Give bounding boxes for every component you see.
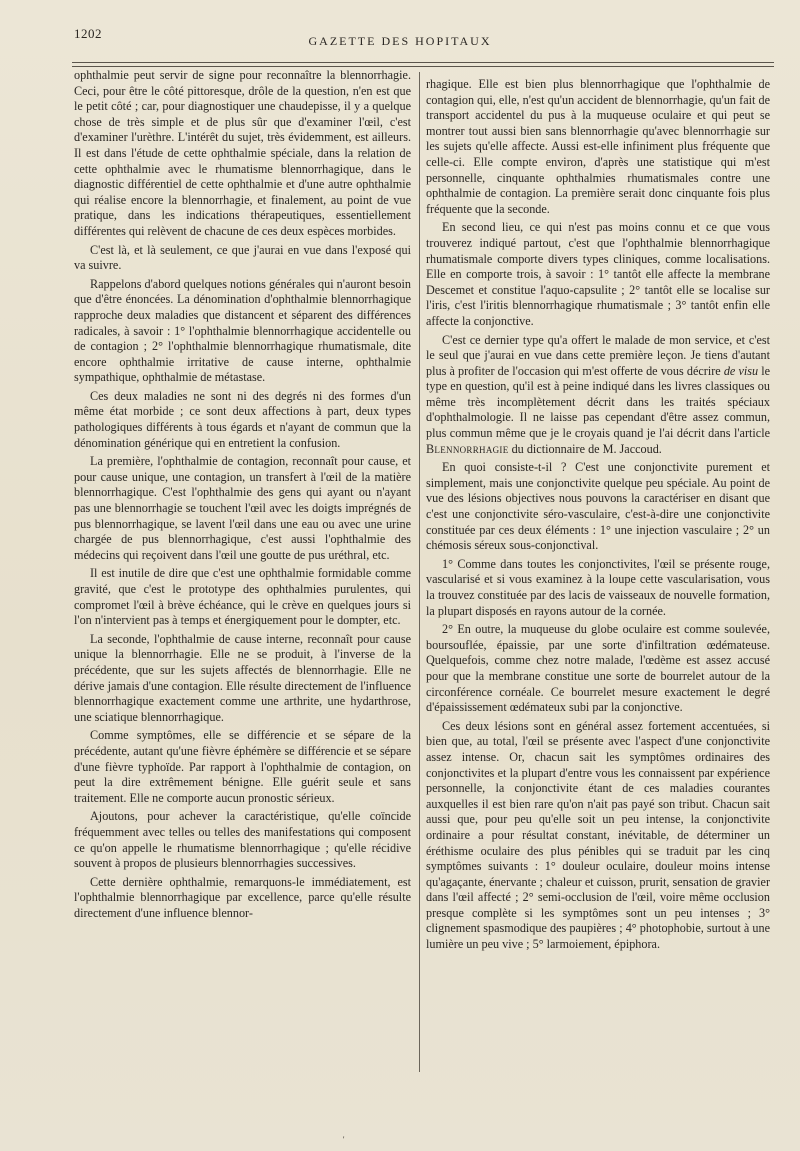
right-paragraph-6: 2° En outre, la muqueuse du globe oculaire est comme soulevée, boursouflée, épaissie, par une sorte d'infiltration œdémateuse. Quelquefois, comme chez notre malade, l'œdème est assez accusé pour que la membrane constitue une sorte de bourrelet autour de la circonférence cornéale. Ce bourrelet mesure exactement le degré d'épaississement œdémateux subi par la conjonctive. bbox=[426, 622, 770, 715]
right-paragraph-1: rhagique. Elle est bien plus blennorrhagique que l'ophthalmie de contagion qui, elle, n'est qu'un accident de blennorrhagie, qu'un fait de transport accidentel du pus à la muqueuse oculaire et qui peut se montrer tout aussi bien sans blennorrhagie qu'avec blennorrhagie sur les sujets qu'elle affecte. Aussi est-elle infiniment plus fréquente que celle-ci. Elle compte environ, d'après une statistique qui m'est personnelle, cinquante ophthalmies rhumatismales contre une ophthalmie de contagion. La première serait donc cinquante fois plus fréquente que la seconde. bbox=[426, 77, 770, 216]
left-paragraph-10: Cette dernière ophthalmie, remarquons-le immédiatement, est l'ophthalmie blennorrhagique par excellence, parce qu'elle résulte directement d'une influence blennor- bbox=[74, 874, 411, 920]
right-paragraph-3-part-1: C'est ce dernier type qu'a offert le malade de mon service, et c'est le seul que j'aurai en vue dans cette première leçon. Je tiens d'autant plus à profiter de l'occasion qui m'est offerte de vous décrire bbox=[426, 332, 770, 378]
right-paragraph-3-part-2: le type en question, qu'il est à peine indiqué dans les livres classiques ou même très incomplètement décrit dans les traités spéciaux d'ophthalmologie. Il ne laisse pas cependant d'être assez commun, plus commun même que je le croyais quand je l'ai décrit dans l'article bbox=[426, 363, 771, 441]
left-paragraph-8: Comme symptômes, elle se différencie et se sépare de la précédente, autant qu'une fièvre éphémère se différencie et se sépare d'une fièvre typhoïde. Par rapport à l'ophthalmie de contagion, on peut la dire extrêmement bénigne. Elle guérit seule et sans traitement. Elle ne comporte aucun pronostic sérieux. bbox=[74, 728, 411, 805]
left-paragraph-3: Rappelons d'abord quelques notions générales qui n'auront besoin que d'être énoncées. La dénomination d'ophthalmie blennorrhagique rapproche deux maladies que distancent et séparent des différences radicales, à savoir : 1° l'ophthalmie blennorrhagique accidentelle ou de contagion ; 2° l'ophthalmie blennorrhagique rhumatismale, dite encore ophthalmie irritative de cause interne, ophthalmie sympathique, ophthalmie de métastase. bbox=[74, 276, 411, 385]
right-paragraph-3-part-3: du dictionnaire de M. Jaccoud. bbox=[508, 441, 662, 456]
right-paragraph-7: Ces deux lésions sont en général assez fortement accentuées, si bien que, au total, l'œil se présente avec l'aspect d'une conjonctivite assez intense. Or, chacun sait les symptômes ordinaires des conjonctivites et la plupart d'entre vous les connaissent par expérience personnelle, la conjonctivite étant de ces maladies courantes auxquelles il est bien rare qu'on n'ait pas payé son tribut. Chacun sait aussi que, pour peu qu'elle soit un peu intense, la conjonctivite ordinaire a pour résultat constant, inévitable, de déterminer un éréthisme oculaire des plus pénibles qui se traduit par les cinq symptômes suivants : 1° douleur oculaire, douleur moins intense qu'agaçante, énervante ; chaleur et cuisson, prurit, sensation de gravier dans l'œil affecté ; 2° semi-occlusion de l'œil, voire même occlusion presque complète si les symptômes sont un peu intenses ; 3° clignement spasmodique des paupières ; 4° photophobie, surtout à une lumière un peu vive ; 5° larmoiement, épiphora. bbox=[426, 718, 770, 952]
running-title: GAZETTE DES HOPITAUX bbox=[308, 34, 492, 48]
right-paragraph-3 bbox=[426, 333, 770, 458]
de-visu-italic: de visu bbox=[723, 363, 759, 378]
left-paragraph-9: Ajoutons, pour achever la caractéristique, qu'elle coïncide fréquemment avec telles ou telles des manifestations qui composent ce qu'on appelle le rhumatisme blennorrhagique ; qu'elle récidive souvent à propos de plusieurs blennorrhagies successives. bbox=[74, 809, 411, 871]
right-paragraph-4: En quoi consiste-t-il ? C'est une conjonctivite purement et simplement, mais une conjonctivite quelque peu spéciale. Au point de vue des lésions objectives nous pouvons la caractériser en disant que c'est une conjonctivite séro-vasculaire, c'est-à-dire une conjonctivite constituée par ces deux éléments : 1° une injection vasculaire ; 2° un chémosis séreux sous-conjonctival. bbox=[426, 460, 770, 553]
left-paragraph-7: La seconde, l'ophthalmie de cause interne, reconnaît pour cause unique la blennorrhagie. Elle ne se produit, à l'inverse de la précédente, que sur les sujets affectés de blennorrhagie. Elle ne dérive jamais d'une contagion. Elle résulte directement de l'influence blennorrhagique exactement comme une arthrite, une hydarthrose, une sciatique blennorrhagique. bbox=[74, 631, 411, 724]
header-rule-top bbox=[72, 62, 774, 63]
left-paragraph-6: Il est inutile de dire que c'est une ophthalmie formidable comme gravité, que c'est le prototype des ophthalmies purulentes, qui compromet l'œil à brève échéance, qui le crève en quelques jours si l'on n'intervient pas à temps et énergiquement pour le dompter, etc. bbox=[74, 566, 411, 628]
left-paragraph-1: ophthalmie peut servir de signe pour reconnaître la blennorrhagie. Ceci, pour être le côté pittoresque, drôle de la question, n'en est que le petit côté ; car, pour diagnostiquer une chaudepisse, il y a quelque chose de très simple et de plus sûr que d'examiner l'œil, c'est d'examiner l'urèthre. L'intérêt du sujet, très évidemment, est ailleurs. Il est dans l'étude de cette ophthalmie spéciale, dans la relation de cette ophthalmie avec le rhumatisme blennorrhagique, dans le diagnostic différentiel de cette ophthalmie et d'une autre ophthalmie qui réalise encore la blennorrhagie, et finalement, au point de vue pratique, dans les indications thérapeutiques, essentiellement différentes qui relèvent de chacune de ces deux espèces morbides. bbox=[74, 68, 411, 238]
right-paragraph-2: En second lieu, ce qui n'est pas moins connu et ce que vous trouverez indiqué partout, c'est que l'ophthalmie blennorrhagique rhumatismale comporte divers types cliniques, comme localisations. Elle en comporte trois, à savoir : 1° tantôt elle affecte la membrane Descemet et constitue l'aquo-capsulite ; 2° tantôt elle se localise sur l'iris, c'est l'iritis blennorrhagique rhumatismale ; 3° tantôt enfin elle affecte la conjonctive. bbox=[426, 220, 770, 328]
right-paragraph-5: 1° Comme dans toutes les conjonctivites, l'œil se présente rouge, vascularisé et si vous examinez à la loupe cette vascularisation, vous la trouvez constituée par des lacis de vaisseaux de nouvelle formation, la plupart disposés en rayons autour de la cornée. bbox=[426, 556, 770, 618]
bottom-speck: ' bbox=[343, 1135, 345, 1144]
page-number: 1202 bbox=[74, 26, 102, 41]
header-rule-bottom bbox=[72, 66, 774, 67]
left-paragraph-5: La première, l'ophthalmie de contagion, reconnaît pour cause, et pour cause unique, une contagion, un transfert à l'œil de la matière blennorrhagique. C'est l'ophthalmie des gens qui ayant ou n'ayant pas une blennorrhagie se touchent l'œil avec les doigts imprégnés de pus blennorrhagique, se lavent l'œil dans une eau ou avec une urine chargée de pus blennorrhagique, c'est aussi l'ophthalmie des médecins qui reçoivent dans l'œil une goutte de pus uréthral, etc. bbox=[74, 454, 411, 562]
blennorrhagie-article-title: Blennorrhagie bbox=[426, 441, 509, 456]
right-column bbox=[426, 77, 770, 956]
left-column bbox=[74, 68, 411, 924]
left-paragraph-2: C'est là, et là seulement, ce que j'aurai en vue dans l'exposé qui va suivre. bbox=[74, 242, 411, 273]
left-paragraph-4: Ces deux maladies ne sont ni des degrés ni des formes d'un même état morbide ; ce sont deux affections à part, deux types pathologiques différents à tous égards et n'ayant de commun que la dénomination générique qui en entretient la confusion. bbox=[74, 388, 411, 450]
column-divider bbox=[419, 72, 420, 1072]
